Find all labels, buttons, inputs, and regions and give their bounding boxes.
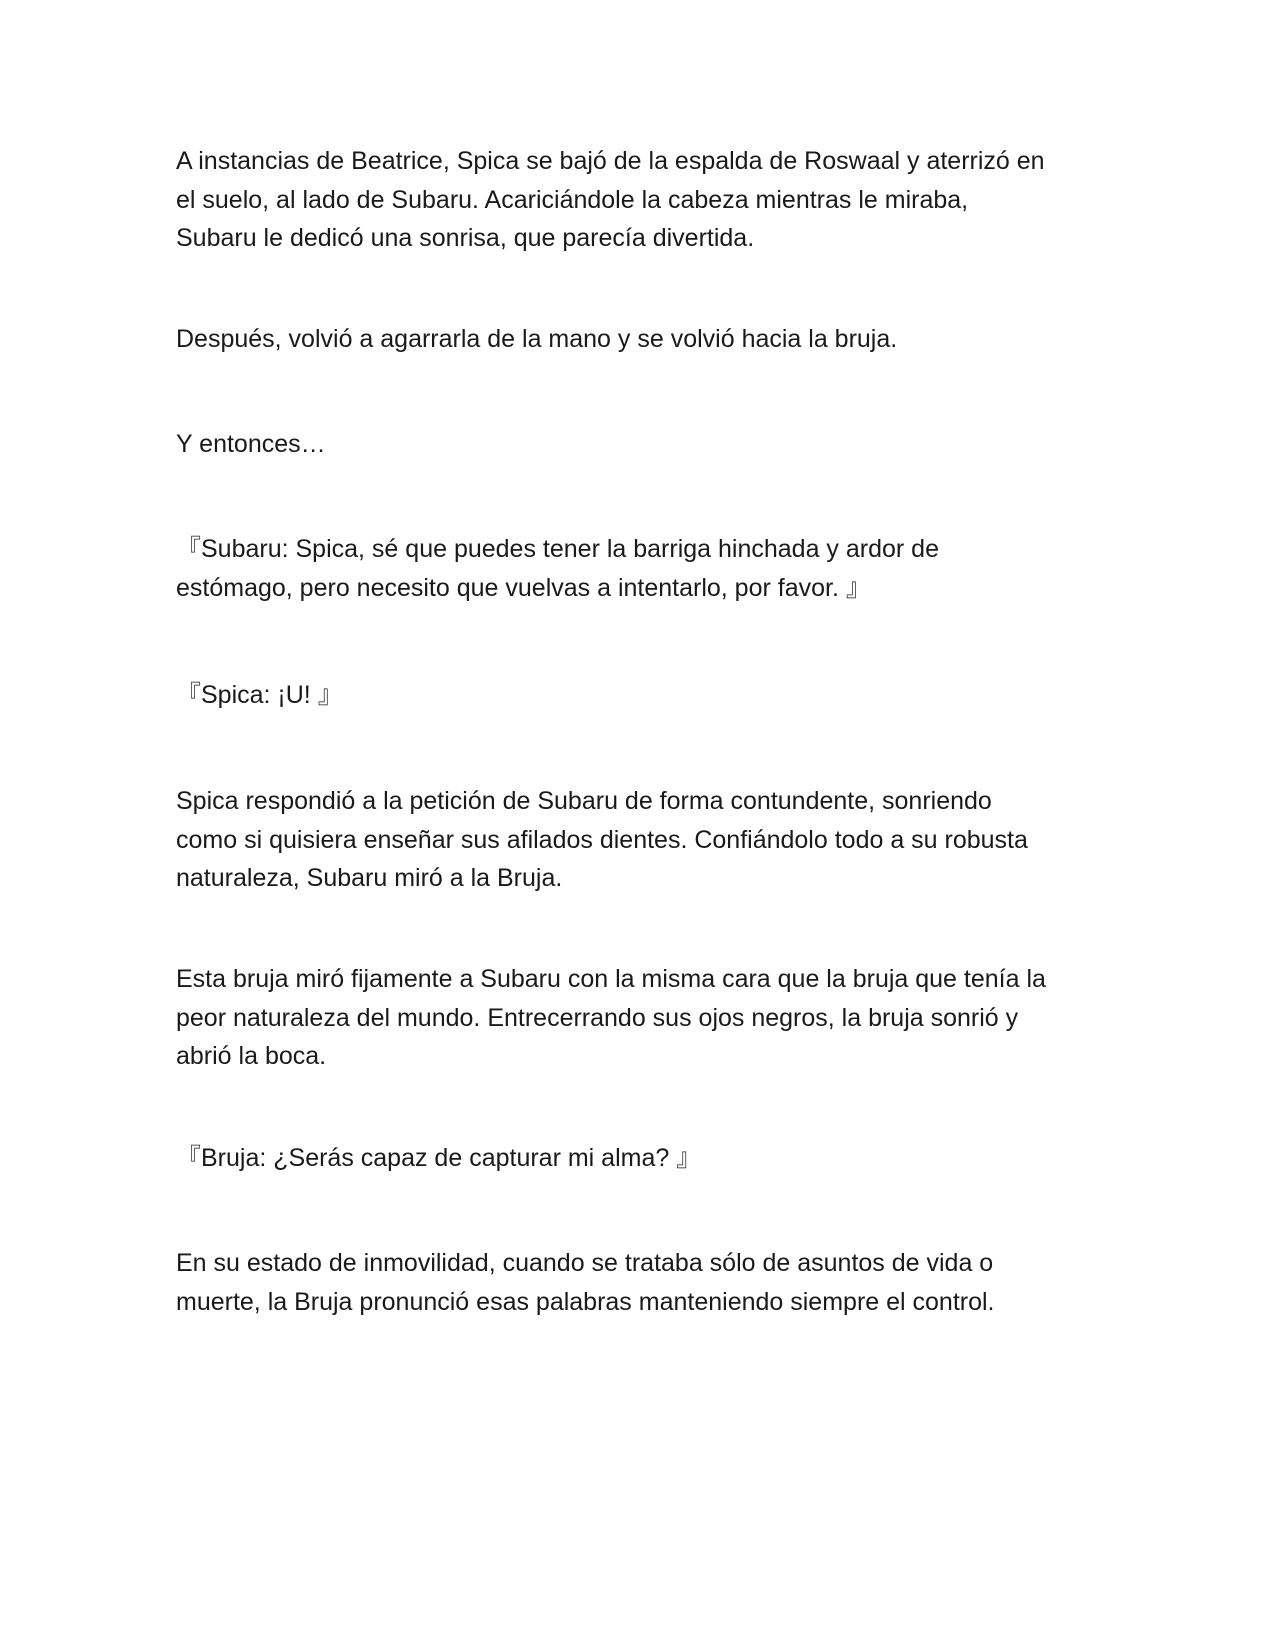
paragraph-line: A instancias de Beatrice, Spica se bajó de la espalda de Roswaal y aterrizó en xyxy=(176,147,1045,175)
paragraph-2 xyxy=(176,320,1106,359)
paragraph-line: como si quisiera enseñar sus afilados dientes. Confiándolo todo a su robusta xyxy=(176,825,1028,854)
paragraph-line: estómago, pero necesito que vuelvas a intentarlo, por favor. 』 xyxy=(176,573,871,602)
paragraph-line: peor naturaleza del mundo. Entrecerrando sus ojos negros, la bruja sonrió y xyxy=(176,1003,1019,1032)
paragraph-line: Subaru le dedicó una sonrisa, que parecía divertida. xyxy=(176,224,755,252)
dialogue-subaru xyxy=(176,530,1106,607)
paragraph-line: el suelo, al lado de Subaru. Acariciándole la cabeza mientras le miraba, xyxy=(176,185,969,214)
dialogue-bruja xyxy=(176,1139,1106,1178)
dialogue-spica xyxy=(176,676,1106,715)
paragraph-line: Y entonces… xyxy=(176,430,326,458)
paragraph-6 xyxy=(176,782,1106,898)
paragraph-line: naturaleza, Subaru miró a la Bruja. xyxy=(176,864,563,892)
paragraph-line: abrió la boca. xyxy=(176,1042,327,1070)
paragraph-1 xyxy=(176,142,1106,258)
paragraph-line: muerte, la Bruja pronunció esas palabras manteniendo siempre el control. xyxy=(176,1287,995,1316)
paragraph-line: 『Spica: ¡U! 』 xyxy=(176,681,343,709)
paragraph-line: Spica respondió a la petición de Subaru de forma contundente, sonriendo xyxy=(176,787,992,815)
paragraph-7 xyxy=(176,960,1106,1076)
paragraph-line: 『Bruja: ¿Serás capaz de capturar mi alma? 』 xyxy=(176,1144,702,1172)
paragraph-line: Esta bruja miró fijamente a Subaru con la misma cara que la bruja que tenía la xyxy=(176,965,1046,993)
paragraph-9 xyxy=(176,1244,1106,1321)
paragraph-line: En su estado de inmovilidad, cuando se trataba sólo de asuntos de vida o xyxy=(176,1249,994,1277)
paragraph-3 xyxy=(176,425,1106,464)
paragraph-line: 『Subaru: Spica, sé que puedes tener la barriga hinchada y ardor de xyxy=(176,535,939,563)
paragraph-line: Después, volvió a agarrarla de la mano y se volvió hacia la bruja. xyxy=(176,325,898,353)
